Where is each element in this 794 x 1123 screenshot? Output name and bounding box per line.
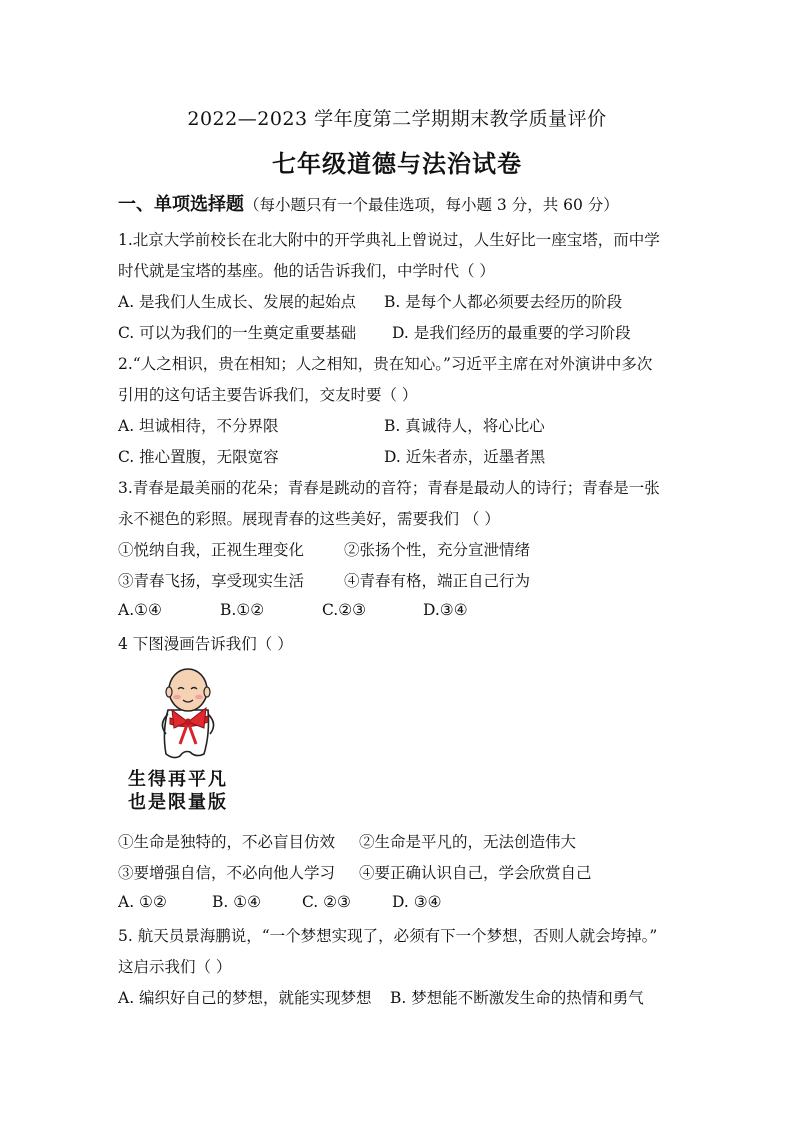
cartoon-caption-line2: 也是限量版 [128,792,228,813]
q3-option-d: D.③④ [423,601,468,619]
q4-option-b: B. ①④ [212,893,262,911]
section-heading-title: 一、单项选择题 [118,194,244,215]
cartoon-caption-line1: 生得再平凡 [128,769,228,790]
cartoon-figure-illustration [150,662,230,762]
q4-option-a: A. ①② [118,893,167,911]
q1-option-d: D. 是我们经历的最重要的学习阶段 [392,324,631,342]
q3-statement-1: ①悦纳自我，正视生理变化 [118,541,305,559]
q3-option-a: A.①④ [118,601,162,619]
exam-title: 2022—2023 学年度第二学期期末教学质量评价 [187,108,607,130]
section-heading-note: （每小题只有一个最佳选项，每小题 3 分，共 60 分） [244,196,619,214]
q4-option-d: D. ③④ [392,893,442,911]
exam-subtitle: 七年级道德与法治试卷 [272,149,522,178]
q4-option-c: C. ②③ [302,893,351,911]
cartoon-caption [128,768,258,814]
q3-stem-line2: 永不褪色的彩照。展现青春的这些美好，需要我们 （ ） [118,510,500,528]
q4-statement-3: ③要增强自信，不必向他人学习 [118,864,336,882]
q2-option-b: B. 真诚待人，将心比心 [384,417,545,435]
q1-option-c: C. 可以为我们的一生奠定重要基础 [118,324,357,342]
q3-statement-4: ④青春有格，端正自己行为 [344,572,531,590]
q5-option-a: A. 编织好自己的梦想，就能实现梦想 [118,989,372,1007]
q5-stem-line2: 这启示我们（ ） [118,958,232,976]
q1-stem-line2: 时代就是宝塔的基座。他的话告诉我们，中学时代（ ） [118,262,495,280]
q3-option-b: B.①② [220,601,265,619]
q4-statement-1: ①生命是独特的，不必盲目仿效 [118,833,336,851]
section-heading [118,190,619,216]
q5-stem-line1: 5. 航天员景海鹏说，“一个梦想实现了，必须有下一个梦想，否则人就会垮掉。” [118,927,658,945]
q2-option-d: D. 近朱者赤，近墨者黑 [384,448,546,466]
q4-statement-2: ②生命是平凡的，无法创造伟大 [359,833,577,851]
q3-stem-line1: 3.青春是最美丽的花朵；青春是跳动的音符；青春是最动人的诗行；青春是一张 [118,479,660,497]
q4-stem: 4 下图漫画告诉我们（ ） [118,635,293,653]
q2-option-a: A. 坦诚相待，不分界限 [118,417,279,435]
q3-option-c: C.②③ [322,601,367,619]
q2-stem-line1: 2.“人之相识，贵在相知；人之相知，贵在知心。”习近平主席在对外演讲中多次 [118,355,653,373]
q2-option-c: C. 推心置腹，无限宽容 [118,448,279,466]
q3-statement-2: ②张扬个性，充分宣泄情绪 [344,541,531,559]
q1-option-b: B. 是每个人都必须要去经历的阶段 [384,293,623,311]
q2-stem-line2: 引用的这句话主要告诉我们，交友时要（ ） [118,386,418,404]
q1-stem-line1: 1.北京大学前校长在北大附中的开学典礼上曾说过，人生好比一座宝塔，而中学 [118,231,660,249]
q4-statement-4: ④要正确认识自己，学会欣赏自己 [359,864,592,882]
q3-statement-3: ③青春飞扬，享受现实生活 [118,572,305,590]
q1-option-a: A. 是我们人生成长、发展的起始点 [118,293,357,311]
q5-option-b: B. 梦想能不断激发生命的热情和勇气 [390,989,644,1007]
